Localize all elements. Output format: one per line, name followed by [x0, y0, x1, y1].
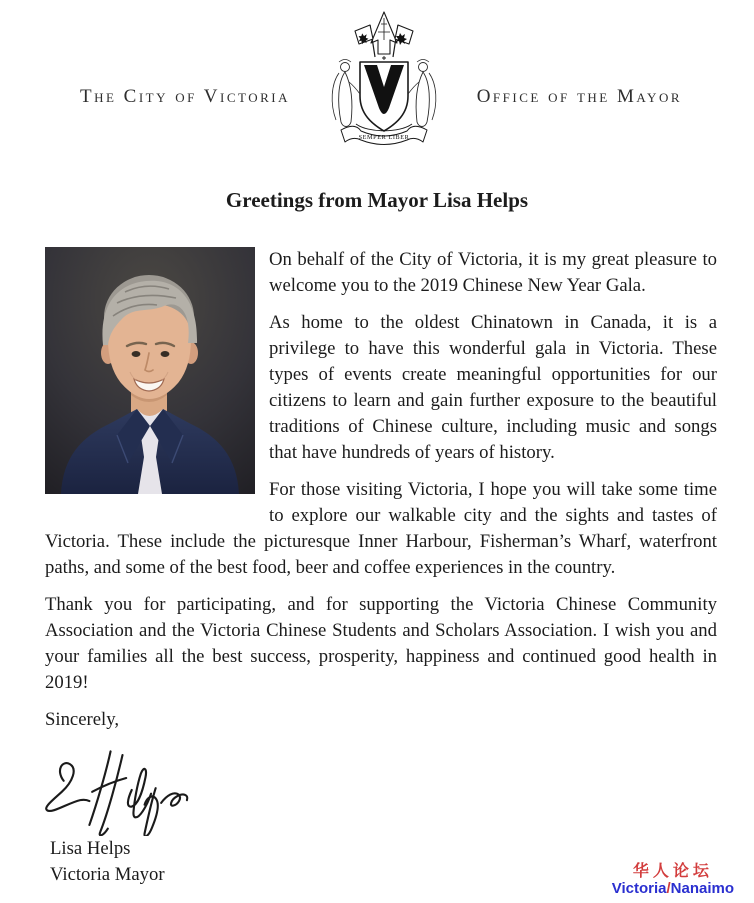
letter-paragraph: As home to the oldest Chinatown in Canada, it is a privilege to have this wonderful gala in Victoria. These types of events create meaningful opportunities for our citizens to learn and gain further exposure to the beautiful traditions of Chinese culture, including music and songs that have hundreds of years of history. — [269, 312, 717, 463]
watermark-chinese-text: 华人论坛 — [632, 862, 713, 880]
letter-title: Greetings from Mayor Lisa Helps — [225, 188, 529, 212]
forum-watermark — [612, 863, 734, 897]
letter-body — [45, 247, 717, 888]
letter-paragraph: Thank you for participating, and for supporting the Victoria Chinese Community Association and the Victoria Chinese Students and Scholars Association. I wish you and your families all the best success, prosperity, happiness and continued good health in 2019! — [45, 594, 717, 693]
letter-paragraph: On behalf of the City of Victoria, it is my great pleasure to welcome you to the 2019 Chinese New Year Gala. — [269, 249, 717, 296]
watermark-english-text: Victoria/Nanaimo — [611, 879, 734, 897]
letterhead-city-name: The City of Victoria — [80, 86, 290, 107]
handwritten-signature — [33, 744, 201, 836]
letterhead — [0, 0, 754, 152]
letter-closing: Sincerely, — [45, 709, 120, 730]
mayor-portrait-photo — [45, 247, 255, 494]
letterhead-office-name: Office of the Mayor — [476, 86, 682, 107]
crest-motto-text: SEMPER LIBER — [358, 134, 410, 141]
watermark-slash: / — [666, 879, 671, 897]
city-of-victoria-crest-icon — [328, 10, 440, 146]
signer-title: Victoria Mayor — [50, 864, 165, 885]
letter-paragraph: For those visiting Victoria, I hope you will take some time to explore our walkable city and the sights and tastes of Victoria. These include the picturesque Inner Harbour, Fisherman’s Wharf, waterfront paths, and some of the best food, beer and coffee experiences in the country. — [45, 479, 717, 578]
signer-name: Lisa Helps — [50, 838, 131, 859]
